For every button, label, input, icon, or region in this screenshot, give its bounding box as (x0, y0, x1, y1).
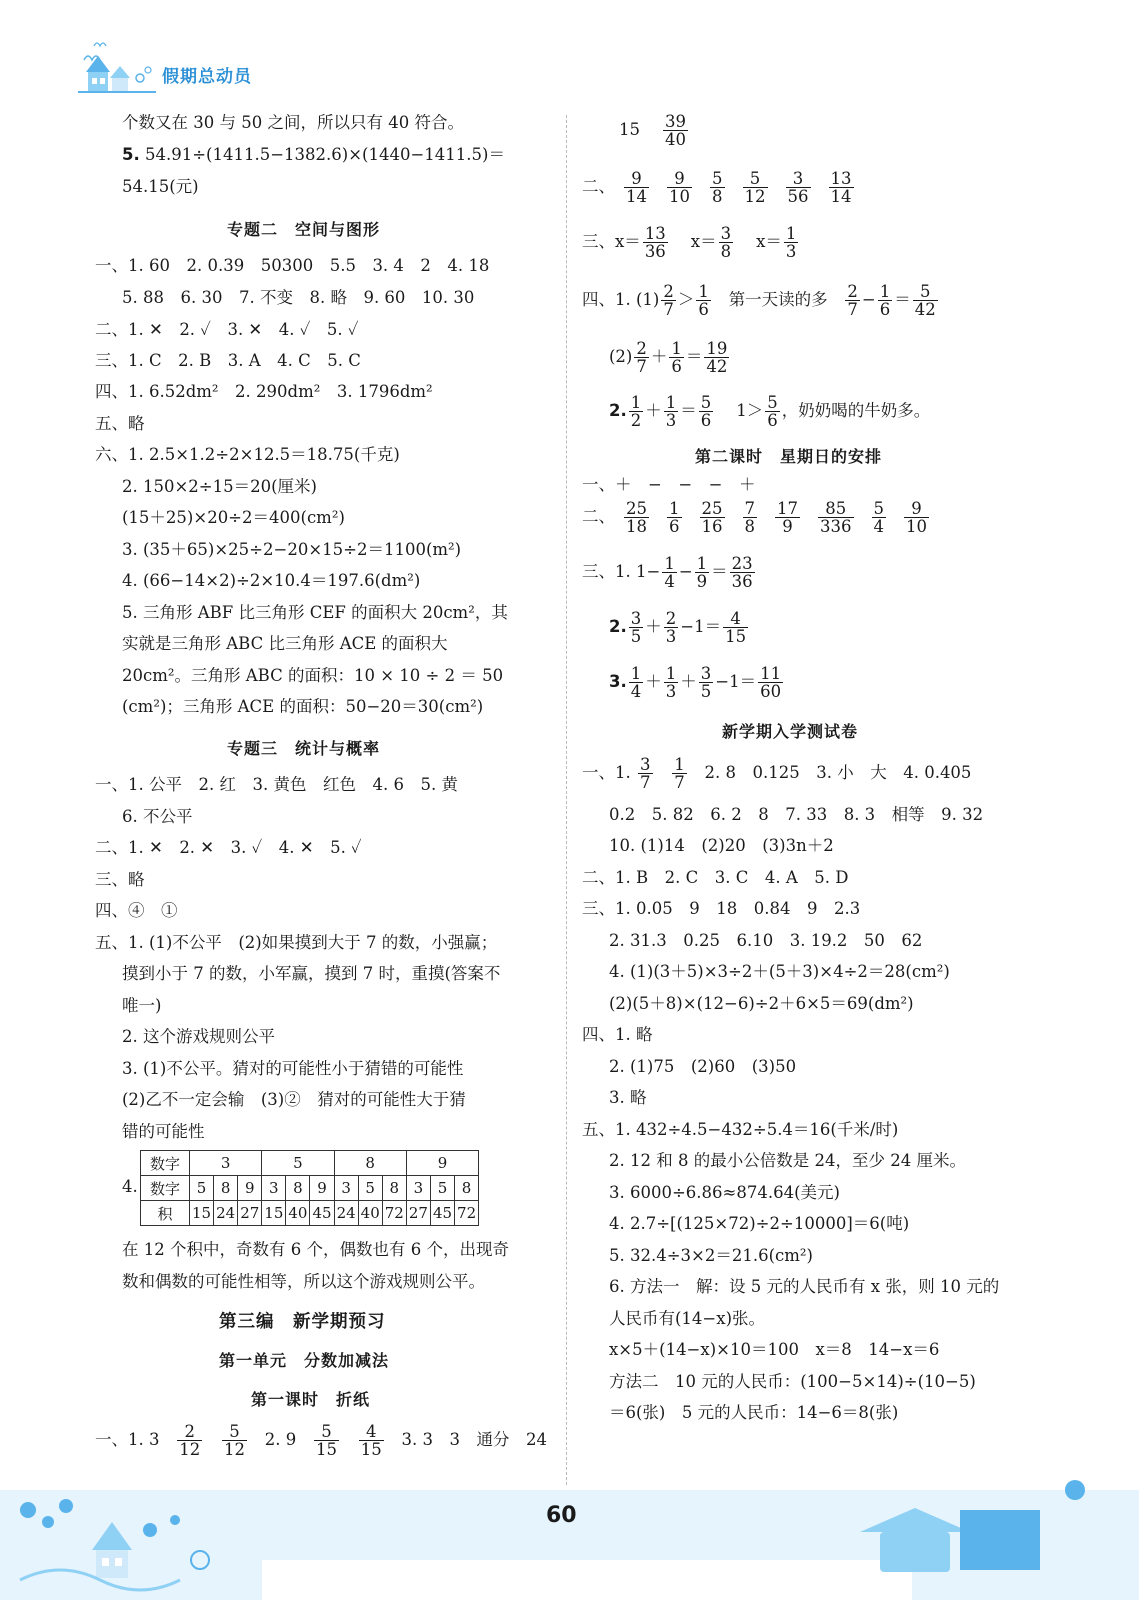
table-cell: 8 (334, 1151, 406, 1176)
fraction (695, 555, 710, 590)
denominator: 12 (224, 1440, 245, 1459)
numerator: 85 (818, 500, 854, 518)
denominator: 5 (630, 627, 642, 646)
text-span: 1＞ (736, 401, 764, 420)
numerator: 2 (636, 339, 647, 358)
numerator: 17 (777, 499, 798, 518)
text-line: 5. 三角形 ABF 比三角形 CEF 的面积大 20cm²，其 (122, 603, 508, 622)
text-line: 5. 32.4÷3×2＝21.6(cm²) (609, 1246, 813, 1265)
fraction (672, 756, 687, 791)
header-title: 假期总动员 (162, 67, 252, 87)
denominator: 60 (760, 682, 782, 701)
fraction-row (582, 167, 863, 207)
text-span: 15 (619, 120, 640, 139)
text-line: 2. 12 和 8 的最小公倍数是 24，至少 24 厘米。 (609, 1151, 966, 1170)
text-line: 四、1. 略 (582, 1025, 653, 1044)
text-span: ＝ (894, 290, 911, 309)
text-line: 二、1. B 2. C 3. C 4. A 5. D (582, 868, 849, 887)
table-row (141, 1176, 479, 1201)
numerator: 25 (701, 499, 723, 518)
fraction (669, 340, 684, 375)
text-line: 二、1. ✕ 2. ✕ 3. ✓ 4. ✕ 5. ✓ (95, 838, 362, 857)
text-span: ＋ (650, 347, 668, 366)
denominator: 14 (626, 187, 647, 206)
numerator: 1 (696, 554, 708, 573)
text-span: ＋ (645, 401, 662, 420)
denominator: 9 (696, 572, 708, 591)
text-line: 摸到小于 7 的数，小军赢，摸到 7 时，重摸(答案不 (122, 964, 501, 983)
text-span: 第一天读的多 (728, 290, 828, 309)
fraction (845, 283, 860, 318)
text-line: 错的可能性 (122, 1122, 205, 1141)
table-cell: 15 (190, 1201, 214, 1226)
numerator: 25 (626, 499, 647, 518)
text-line: 10. (1)14 (2)20 (3)3n＋2 (609, 836, 834, 855)
numerator: 2 (663, 282, 674, 301)
text-line: 3. (35＋65)×25÷2−20×15÷2＝1100(m²) (122, 540, 462, 559)
fraction (696, 283, 711, 318)
text-line: 三、1. 0.05 9 18 0.84 9 2.3 (582, 899, 861, 918)
numerator: 11 (760, 664, 782, 683)
text-line: 20cm²。三角形 ABC 的面积：10 × 10 ÷ 2 ＝ 50 (122, 666, 504, 685)
table-cell: 72 (382, 1201, 406, 1226)
item-number: 3. (609, 672, 627, 691)
text-line: 2. (1)75 (2)60 (3)50 (609, 1057, 797, 1076)
numerator: 5 (873, 499, 884, 518)
text-line: ＝6(张) 5 元的人民币：14−6＝8(张) (609, 1403, 899, 1422)
denominator: 14 (830, 187, 852, 206)
numerator: 19 (706, 339, 728, 358)
item-number: 5. (122, 145, 140, 164)
text-span: ＝ (711, 562, 728, 581)
text-line (122, 145, 505, 165)
text-line: 3. 6000÷6.86≈874.64(美元) (609, 1183, 840, 1202)
text-line (619, 110, 690, 150)
table-cell: 9 (406, 1151, 478, 1176)
denominator: 42 (706, 357, 728, 376)
denominator: 8 (712, 187, 723, 206)
fraction (786, 170, 811, 205)
text-line: 4. (66−14×2)÷2×10.4＝197.6(dm²) (122, 571, 421, 590)
fraction (634, 340, 649, 375)
text-line: 人民币有(14−x)张。 (609, 1309, 766, 1328)
text-line: 6. 不公平 (122, 807, 193, 826)
section-heading: 专题二 空间与图形 (227, 220, 381, 239)
table-cell: 5 (358, 1176, 382, 1201)
table-cell: 3 (334, 1176, 358, 1201)
text-span: x＝ (690, 232, 717, 251)
text-span: ＝ (680, 401, 697, 420)
denominator: 2 (630, 411, 642, 430)
table-cell: 3 (406, 1176, 430, 1201)
numerator: 5 (743, 170, 768, 188)
denominator: 4 (630, 682, 642, 701)
text-span: ＋ (645, 617, 662, 636)
denominator: 15 (725, 627, 747, 646)
fraction (765, 394, 780, 429)
numerator: 5 (767, 393, 778, 412)
numerator: 7 (744, 499, 755, 518)
numerator: 9 (624, 170, 649, 188)
table-cell: 3 (262, 1176, 286, 1201)
text-line (582, 222, 800, 262)
fraction (624, 500, 649, 535)
denominator: 6 (879, 300, 891, 319)
text-line: 五、略 (95, 414, 145, 433)
table-cell: 积 (141, 1201, 190, 1226)
table-cell: 8 (455, 1176, 479, 1201)
text-line: 个数又在 30 与 50 之间，所以只有 40 符合。 (122, 113, 464, 132)
denominator: 36 (731, 572, 753, 591)
text-line: 6. 方法一 解：设 5 元的人民币有 x 张，则 10 元的 (609, 1277, 1000, 1296)
denominator: 16 (701, 517, 723, 536)
numerator: 13 (644, 224, 666, 243)
table-cell: 数字 (141, 1151, 190, 1176)
table-cell: 15 (262, 1201, 286, 1226)
fraction (878, 283, 893, 318)
numerator: 3 (640, 755, 651, 774)
numerator: 5 (712, 169, 723, 188)
text-span: 一、1. 3 (95, 1430, 160, 1449)
fraction (699, 394, 714, 429)
fraction (699, 665, 714, 700)
numerator: 5 (222, 1423, 247, 1441)
numerator: 1 (664, 554, 675, 573)
fraction (829, 170, 854, 205)
lesson-heading: 第二课时 星期日的安排 (695, 447, 883, 466)
part-heading: 第三编 新学期预习 (219, 1312, 386, 1332)
numerator: 5 (913, 283, 938, 301)
fraction (314, 1423, 339, 1458)
table-row (141, 1151, 479, 1176)
fraction (730, 555, 755, 590)
denominator: 3 (665, 627, 677, 646)
game-table (140, 1150, 479, 1226)
table-cell: 5 (190, 1176, 214, 1201)
denominator: 7 (847, 300, 858, 319)
text-line (609, 662, 785, 702)
text-line: 2. 31.3 0.25 6.10 3. 19.2 50 62 (609, 931, 923, 950)
text-span: 三、1. 1− (582, 562, 661, 581)
denominator: 7 (674, 773, 685, 792)
item-number: 2. (609, 401, 627, 420)
text-line: 3. 略 (609, 1088, 647, 1107)
numerator: 1 (879, 282, 891, 301)
table-cell: 数字 (141, 1176, 190, 1201)
numerator: 5 (700, 393, 712, 412)
text-line: 唯一) (122, 996, 162, 1015)
text-line: (cm²)；三角形 ACE 的面积：50−20＝30(cm²) (122, 697, 484, 716)
denominator: 7 (663, 300, 674, 319)
text-span: − (861, 290, 876, 309)
numerator: 4 (723, 610, 748, 628)
text-line: 六、1. 2.5×1.2÷2×12.5＝18.75(千克) (95, 445, 400, 464)
text-line: 四、1. 6.52dm² 2. 290dm² 3. 1796dm² (95, 382, 433, 401)
fraction (775, 500, 800, 535)
table-cell: 5 (430, 1176, 454, 1201)
text-line: 方法二 10 元的人民币：(100−5×14)÷(10−5) (609, 1372, 976, 1391)
denominator: 3 (785, 242, 797, 261)
denominator: 6 (700, 411, 712, 430)
table-cell: 40 (358, 1201, 382, 1226)
table-cell: 27 (238, 1201, 262, 1226)
numerator: 1 (669, 499, 680, 518)
fraction (913, 283, 938, 318)
table-cell: 3 (190, 1151, 262, 1176)
fraction (222, 1423, 247, 1458)
fraction (662, 555, 677, 590)
denominator: 10 (906, 517, 927, 536)
fraction (629, 665, 644, 700)
fraction (643, 225, 668, 260)
numerator: 1 (630, 664, 642, 683)
text-line: (2)(5＋8)×(12−6)÷2＋6×5＝69(dm²) (609, 994, 914, 1013)
fraction (818, 500, 854, 535)
denominator: 15 (360, 1440, 382, 1459)
denominator: 18 (626, 517, 647, 536)
text-line: 3. (1)不公平。猜对的可能性小于猜错的可能性 (122, 1059, 464, 1078)
fraction (784, 225, 799, 260)
fraction (700, 500, 725, 535)
fraction (629, 610, 644, 645)
text-line: 数和偶数的可能性相等，所以这个游戏规则公平。 (122, 1272, 485, 1291)
fraction (872, 500, 887, 535)
denominator: 9 (782, 517, 793, 536)
text-span: −1＝ (715, 672, 757, 691)
table-cell: 40 (286, 1201, 310, 1226)
table-label: 4. (122, 1177, 138, 1196)
text-span: 四、1. (1) (582, 290, 660, 309)
numerator: 2 (177, 1423, 202, 1441)
text-span: 二、 (582, 507, 615, 526)
text-line: 五、1. 432÷4.5−432÷5.4＝16(千米/时) (582, 1120, 899, 1139)
fraction (743, 170, 768, 205)
denominator: 40 (664, 130, 686, 149)
table-cell: 8 (382, 1176, 406, 1201)
denominator: 6 (669, 517, 680, 536)
fraction (758, 665, 783, 700)
text-span: − (678, 562, 693, 581)
fraction (177, 1423, 202, 1458)
column-divider (566, 115, 567, 1485)
table-cell: 72 (455, 1201, 479, 1226)
numerator: 5 (314, 1423, 339, 1441)
section-heading: 新学期入学测试卷 (722, 722, 859, 741)
text-line: 一、＋ − − − ＋ (582, 475, 756, 494)
fraction (723, 610, 748, 645)
denominator: 12 (179, 1440, 201, 1459)
text-line: 2. 这个游戏规则公平 (122, 1027, 275, 1046)
denominator: 4 (664, 572, 675, 591)
text-line (582, 753, 971, 793)
fraction (664, 665, 679, 700)
numerator: 1 (785, 224, 797, 243)
unit-heading: 第一单元 分数加减法 (219, 1351, 390, 1370)
page-number: 60 (546, 1503, 577, 1528)
text-line: (2)乙不一定会输 (3)② 猜对的可能性大于猜 (122, 1090, 466, 1109)
fraction (638, 756, 653, 791)
text-line: 三、1. C 2. B 3. A 4. C 5. C (95, 351, 361, 370)
text-line (95, 1420, 547, 1460)
numerator: 1 (698, 282, 709, 301)
text-span: 2. 8 0.125 3. 小 大 4. 0.405 (704, 763, 972, 782)
denominator: 10 (669, 187, 690, 206)
fraction (904, 500, 929, 535)
denominator: 15 (316, 1440, 337, 1459)
text-line: 实就是三角形 ABC 比三角形 ACE 的面积大 (122, 634, 448, 653)
numerator: 3 (786, 170, 811, 188)
fraction (624, 170, 649, 205)
denominator: 6 (767, 411, 778, 430)
house-logo-icon (78, 38, 168, 96)
denominator: 36 (644, 242, 666, 261)
table-cell: 5 (262, 1151, 334, 1176)
text-line: 54.15(元) (122, 177, 199, 196)
denominator: 7 (640, 773, 651, 792)
numerator: 1 (665, 664, 677, 683)
fraction (664, 610, 679, 645)
text-line (609, 391, 930, 431)
text-span: 54.91÷(1411.5−1382.6)×(1440−1411.5)＝ (139, 145, 505, 164)
text-span: ，奶奶喝的牛奶多。 (781, 401, 931, 420)
text-line: 5. 88 6. 30 7. 不变 8. 略 9. 60 10. 30 (122, 288, 475, 307)
text-span: ＞ (677, 290, 695, 309)
text-span: x＝ (756, 232, 782, 251)
table-cell: 9 (310, 1176, 334, 1201)
table-cell: 24 (334, 1201, 358, 1226)
text-line: 0.2 5. 82 6. 2 8 7. 33 8. 3 相等 9. 32 (609, 805, 984, 824)
text-line: 四、④ ① (95, 901, 178, 920)
text-line: 在 12 个积中，奇数有 6 个，偶数也有 6 个，出现奇 (122, 1240, 509, 1259)
numerator: 1 (674, 755, 685, 774)
text-line: 4. 2.7÷[(125×72)÷2÷10000]＝6(吨) (609, 1214, 910, 1233)
denominator: 6 (698, 300, 709, 319)
denominator: 5 (700, 682, 712, 701)
text-span: 二、 (582, 177, 615, 196)
numerator: 1 (665, 393, 677, 412)
text-span: −1＝ (680, 617, 722, 636)
text-line: (15＋25)×20÷2＝400(cm²) (122, 508, 345, 527)
text-span: 三、x＝ (582, 232, 641, 251)
numerator: 3 (720, 224, 732, 243)
fraction (719, 225, 734, 260)
text-line (609, 607, 750, 647)
text-line (609, 337, 731, 377)
lesson-heading: 第一课时 折纸 (251, 1390, 371, 1409)
footer-decoration (0, 1470, 1139, 1600)
text-line (582, 280, 940, 320)
numerator: 9 (667, 170, 692, 188)
table-cell: 45 (310, 1201, 334, 1226)
table-cell: 27 (406, 1201, 430, 1226)
table-cell: 9 (238, 1176, 262, 1201)
fraction (704, 340, 729, 375)
denominator: 12 (744, 187, 766, 206)
text-line: 三、略 (95, 870, 145, 889)
text-line (582, 552, 757, 592)
text-span: 一、1. (582, 763, 631, 782)
text-line: 2. 150×2÷15＝20(厘米) (122, 477, 317, 496)
table-cell: 45 (430, 1201, 454, 1226)
text-span: 2. 9 (264, 1430, 297, 1449)
text-line: 一、1. 公平 2. 红 3. 黄色 红色 4. 6 5. 黄 (95, 775, 458, 794)
denominator: 42 (914, 300, 936, 319)
text-span: 3. 3 3 通分 24 (401, 1430, 547, 1449)
text-line: 二、1. ✕ 2. ✓ 3. ✕ 4. ✓ 5. ✓ (95, 320, 359, 339)
fraction (359, 1423, 384, 1458)
numerator: 3 (630, 609, 642, 628)
denominator: 8 (720, 242, 732, 261)
numerator: 9 (904, 500, 929, 518)
numerator: 1 (630, 393, 642, 412)
section-heading: 专题三 统计与概率 (227, 739, 381, 758)
numerator: 2 (847, 282, 858, 301)
fraction (664, 394, 679, 429)
fraction (743, 500, 758, 535)
numerator: 1 (671, 339, 682, 358)
text-line: 一、1. 60 2. 0.39 50300 5.5 3. 4 2 4. 18 (95, 256, 490, 275)
denominator: 7 (636, 357, 647, 376)
denominator: 3 (665, 411, 677, 430)
item-number: 2. (609, 617, 627, 636)
fraction (667, 170, 692, 205)
numerator: 2 (665, 609, 677, 628)
table-row (141, 1201, 479, 1226)
fraction (667, 500, 682, 535)
table-cell: 24 (214, 1201, 238, 1226)
denominator: 56 (787, 187, 809, 206)
text-span: ＋ (645, 672, 662, 691)
denominator: 3 (665, 682, 677, 701)
numerator: 3 (700, 664, 712, 683)
denominator: 4 (873, 517, 884, 536)
fraction (661, 283, 676, 318)
fraction (710, 170, 725, 205)
table-cell: 8 (214, 1176, 238, 1201)
text-line: x×5＋(14−x)×10＝100 x＝8 14−x＝6 (609, 1340, 940, 1359)
numerator: 23 (731, 554, 753, 573)
numerator: 4 (359, 1423, 384, 1441)
denominator: 336 (820, 517, 852, 536)
table-cell: 8 (286, 1176, 310, 1201)
text-line: 4. (1)(3＋5)×3÷2＋(5＋3)×4÷2＝28(cm²) (609, 962, 950, 981)
numerator: 13 (830, 169, 852, 188)
text-span: ＋ (680, 672, 697, 691)
numerator: 39 (664, 112, 686, 131)
denominator: 8 (744, 517, 755, 536)
text-span: (2) (609, 347, 633, 366)
text-line: 五、1. (1)不公平 (2)如果摸到大于 7 的数，小强赢； (95, 933, 498, 952)
fraction-row (582, 497, 938, 537)
fraction (629, 394, 644, 429)
text-span: ＝ (685, 347, 703, 366)
fraction (663, 113, 688, 148)
denominator: 6 (671, 357, 682, 376)
